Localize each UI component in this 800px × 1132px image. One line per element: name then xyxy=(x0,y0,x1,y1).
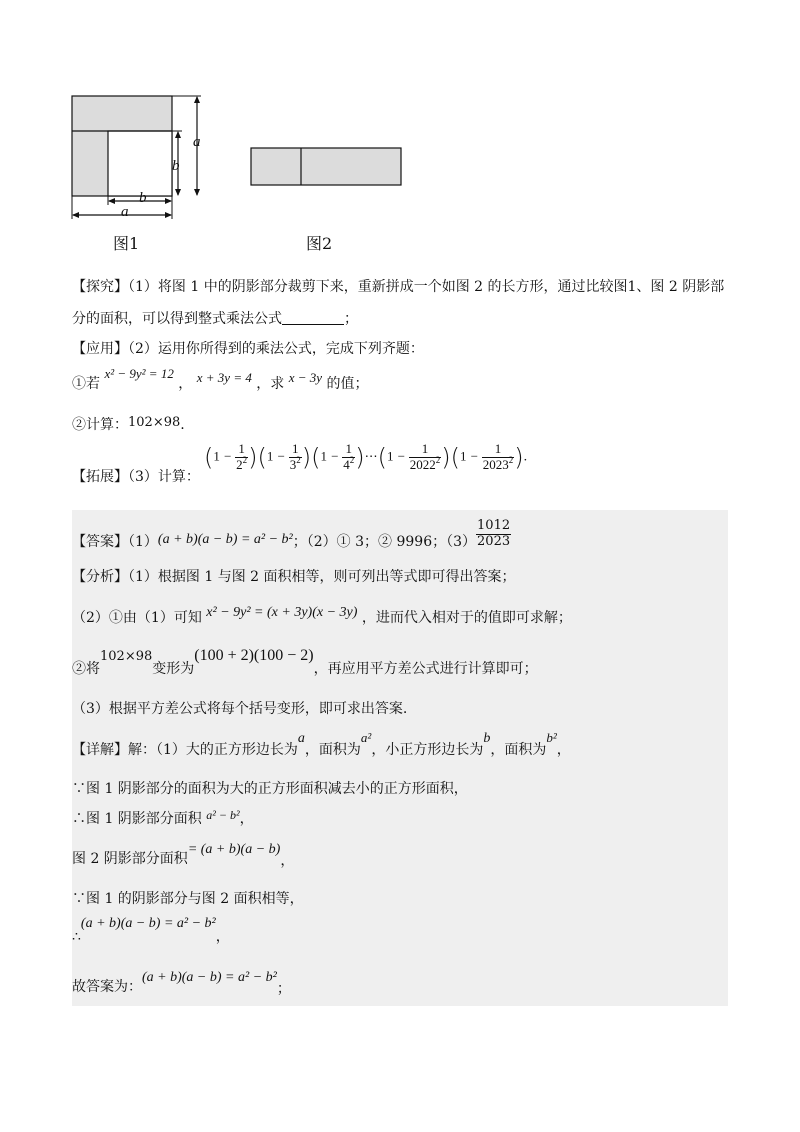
q2-expression: 102×98 xyxy=(128,415,181,430)
explore-text-1: （1）将图 1 中的阴影部分裁剪下来，重新拼成一个如图 2 的长方形，通过比较图1、图 2 阴影部 xyxy=(128,279,725,295)
answer-line: 【答案】（1）(a + b)(a − b) = a² − b²；（2）① 3；② 9996；（3） $\frac{1012}{2023}$ xyxy=(72,518,511,551)
detail-line-5: ∵图 1 的阴影部分与图 2 面积相等， xyxy=(72,891,304,907)
detail-line-6: ∴(a + b)(a − b) = a² − b²， xyxy=(72,916,230,945)
figure-1-label-b-right: b xyxy=(172,158,180,174)
apply-line xyxy=(72,338,424,358)
answer-formula: (a + b)(a − b) = a² − b² xyxy=(157,532,293,548)
q1-equation-1: x² − 9y² = 12 xyxy=(104,366,174,381)
answer-fraction: $\frac{1012}{2023}$ xyxy=(477,518,511,549)
detail-formula-4: = (a + b)(a − b) xyxy=(187,842,281,857)
figure-1 xyxy=(60,88,220,228)
apply-text: （2）运用你所得到的乘法公式，完成下列齐题： xyxy=(128,341,424,357)
q1-equation-2: x + 3y = 4 xyxy=(196,370,252,385)
explore-line-2: 分的面积，可以得到整式乘法公式 ； xyxy=(72,311,358,327)
figure-2-caption: 图2 xyxy=(306,234,333,253)
figure-2 xyxy=(248,146,404,188)
apply-question-2: ②计算：102×98. xyxy=(72,415,185,433)
analysis-tag: 【分析】 xyxy=(72,569,128,585)
extend-expression: (1 − $\frac{1}{2^2}$ )(1 − $\frac{1}{3^2}$ )(1 − $\frac{1}{4^2}$ )⋯(1 − $\frac{1}{2022^2}$ )(1 − $\frac{1}{2023^2}$ ). xyxy=(204,441,528,472)
apply-tag: 【应用】 xyxy=(72,341,128,357)
analysis-line-2: （2）①由（1）可知 x² − 9y² = (x + 3y)(x − 3y) ，进而代入相对于的值即可求解； xyxy=(72,605,572,626)
detail-formula-6: (a + b)(a − b) = a² − b² xyxy=(80,916,216,931)
explore-line-1 xyxy=(72,276,724,296)
extend-tag: 【拓展】 xyxy=(72,469,128,485)
extend-line xyxy=(72,440,200,486)
detail-line-2: ∵图 1 阴影部分的面积为大的正方形面积减去小的正方形面积， xyxy=(72,781,468,797)
detail-formula-3: a² − b² xyxy=(206,808,240,822)
analysis-formula-2: (100 + 2)(100 − 2) xyxy=(194,647,314,664)
detail-line-4: 图 2 阴影部分面积= (a + b)(a − b)， xyxy=(72,842,295,869)
detail-formula-7: (a + b)(a − b) = a² − b² xyxy=(142,970,277,985)
detail-line-1: 【详解】解：（1）大的正方形边长为a，面积为a²，小正方形边长为b，面积为b²， xyxy=(72,730,571,758)
answer-blank[interactable] xyxy=(282,310,344,325)
analysis-line-3: ②将102×98变形为(100 + 2)(100 − 2)，再应用平方差公式进行计算即可； xyxy=(72,647,538,677)
analysis-formula-1: x² − 9y² = (x + 3y)(x − 3y) xyxy=(206,605,358,620)
analysis-line-1: 【分析】（1）根据图 1 与图 2 面积相等，则可列出等式即可得出答案； xyxy=(72,569,516,585)
answer-tag: 【答案】 xyxy=(72,534,128,551)
explore-text-2: 分的面积，可以得到整式乘法公式 xyxy=(72,311,282,327)
figure-1-label-a-right: a xyxy=(193,134,201,150)
figure-1-caption: 图1 xyxy=(113,234,140,253)
detail-line-7: 故答案为：(a + b)(a − b) = a² − b²； xyxy=(72,970,291,997)
figure-1-label-b-bottom: b xyxy=(139,190,147,206)
detail-line-3: ∴图 1 阴影部分面积 a² − b²， xyxy=(72,808,254,827)
q1-equation-3: x − 3y xyxy=(288,370,323,385)
analysis-expression: 102×98 xyxy=(100,649,153,664)
figure-1-label-a-bottom: a xyxy=(121,204,129,220)
detail-tag: 【详解】 xyxy=(72,742,128,758)
analysis-line-4: （3）根据平方差公式将每个括号变形，即可求出答案. xyxy=(72,701,408,717)
extend-text: （3）计算： xyxy=(128,469,200,485)
apply-question-1: ①若 x² − 9y² = 12 ， x + 3y = 4 ，求 x − 3y 的值； xyxy=(72,366,369,392)
explore-tag: 【探究】 xyxy=(72,279,128,295)
